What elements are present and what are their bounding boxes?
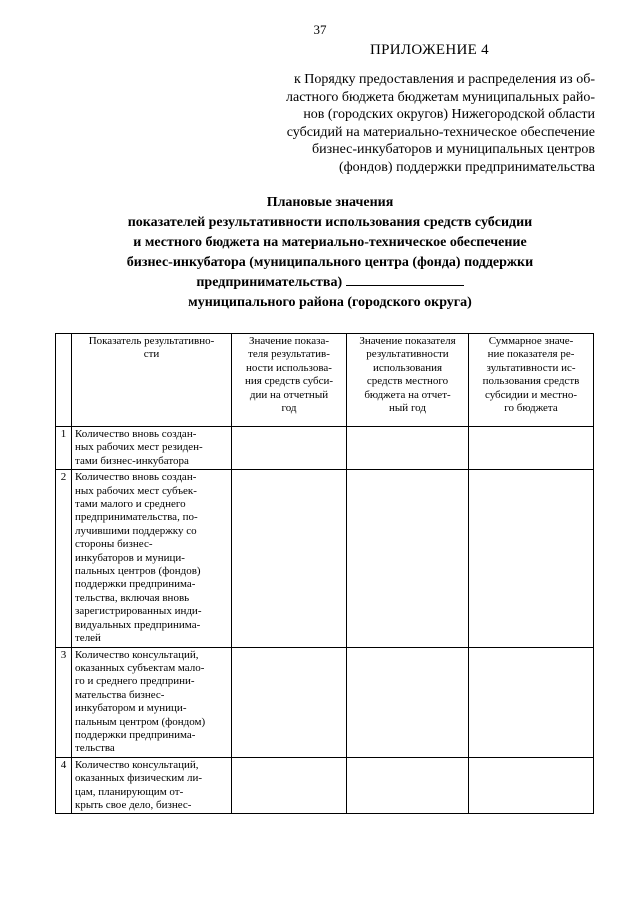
header-text: бюджета на отчет- [364,388,451,401]
label-line: зарегистрированных инди- [75,605,202,618]
row-number: 3 [56,647,72,757]
header-total-value [469,334,594,427]
value-cell [232,427,347,470]
label-line: пальным центром (фондом) [75,715,206,728]
label-line: тами бизнес-инкубатора [75,454,189,467]
value-cell [347,427,469,470]
value-cell [469,427,594,470]
page-number: 37 [313,22,327,37]
value-cell [347,757,469,814]
value-cell [232,647,347,757]
label-line: тельства [75,742,115,755]
header-text: Значение показателя [359,335,456,347]
heading-line: показателей результативности использования средств субсидии [127,215,533,230]
value-cell [469,470,594,647]
header-text: результативности [366,348,449,361]
appendix-ref-line: нов (городских округов) Нижегородской области [303,107,595,123]
table-row [56,647,594,757]
header-text: пользования средств [482,375,580,388]
header-number [56,334,72,427]
indicator-label [72,757,232,814]
label-line: Количество консультаций, [75,648,199,661]
appendix-ref-line: (фондов) поддержки предпринимательства [338,159,595,175]
label-line: оказанных субъектам мало- [75,661,205,674]
label-line: поддержки предпринима- [75,728,196,741]
heading-line: и местного бюджета на материально-техническое обеспечение [133,235,527,250]
table-row [56,757,594,814]
header-local-budget-value [347,334,469,427]
header-text: год [281,402,297,415]
value-cell [347,647,469,757]
label-line: ных рабочих мест резиден- [75,441,203,454]
appendix-ref-line: ластного бюджета бюджетам муниципальных райо- [286,89,595,105]
heading-line: муниципального района (городского округа) [188,295,472,310]
header-text: Показатель результативно- [88,335,215,347]
header-text: использования [372,361,443,374]
header-text: зультативности ис- [486,361,576,374]
header-text: сти [143,348,160,361]
header-text: ние показателя ре- [487,348,575,361]
heading-line: Плановые значения [266,195,394,210]
appendix-ref-line: субсидий на материально-техническое обеспечение [286,124,595,140]
label-line: Количество консультаций, [75,758,199,771]
table-row [56,470,594,647]
value-cell [469,647,594,757]
table-row [56,427,594,470]
label-line: предпринимательства, по- [75,511,198,524]
appendix-ref-line: к Порядку предоставления и распределения из об- [293,72,595,87]
label-line: Количество вновь создан- [75,471,197,484]
label-line: лучившими поддержку со [75,524,197,537]
label-line: крыть свое дело, бизнес- [75,798,192,811]
label-line: мательства бизнес- [75,688,165,701]
value-cell [232,757,347,814]
header-text: средств местного [366,375,449,388]
label-line: инкубаторов и муници- [75,551,185,564]
label-line: пальных центров (фондов) [75,565,201,578]
value-cell [232,470,347,647]
header-text: ный год [389,402,426,415]
table-header-row [56,334,594,427]
header-text: го бюджета [504,402,558,415]
label-line: оказанных физическим ли- [75,772,202,785]
row-number: 1 [56,427,72,470]
header-text: субсидии и местно- [484,388,578,401]
header-text: теля результатив- [248,348,330,361]
label-line: стороны бизнес- [75,538,153,551]
label-line: телей [75,632,101,645]
header-text: Значение показа- [249,335,329,347]
header-text: ности использова- [246,361,332,374]
indicator-label [72,427,232,470]
heading-line: бизнес-инкубатора (муниципального центра (фонда) поддержки [126,255,534,270]
header-text: дии на отчетный [249,388,329,401]
label-line: Количество вновь создан- [75,428,197,440]
heading-line: предпринимательства) [196,275,343,290]
indicator-label [72,647,232,757]
label-line: цам, планирующим от- [75,785,184,798]
indicators-table [55,333,594,814]
header-text: Суммарное значе- [488,335,574,347]
fill-in-blank [346,273,464,286]
heading-line-with-blank [95,273,565,293]
appendix-title: ПРИЛОЖЕНИЕ 4 [370,42,489,58]
value-cell [469,757,594,814]
appendix-ref-line: бизнес-инкубаторов и муниципальных центров [311,142,595,158]
label-line: тельства, включая вновь [75,591,190,604]
label-line: ных рабочих мест субъек- [75,484,197,497]
header-indicator [72,334,232,427]
label-line: го и среднего предприни- [75,675,195,688]
label-line: поддержки предпринима- [75,578,196,591]
label-line: инкубатором и муници- [75,702,187,715]
label-line: видуальных предпринима- [75,618,201,631]
label-line: тами малого и среднего [75,498,186,511]
value-cell [347,470,469,647]
row-number: 2 [56,470,72,647]
header-subsidy-value [232,334,347,427]
indicator-label [72,470,232,647]
appendix-reference [257,71,595,177]
row-number: 4 [56,757,72,814]
document-heading [95,193,565,313]
header-text: ния средств субси- [244,375,334,388]
